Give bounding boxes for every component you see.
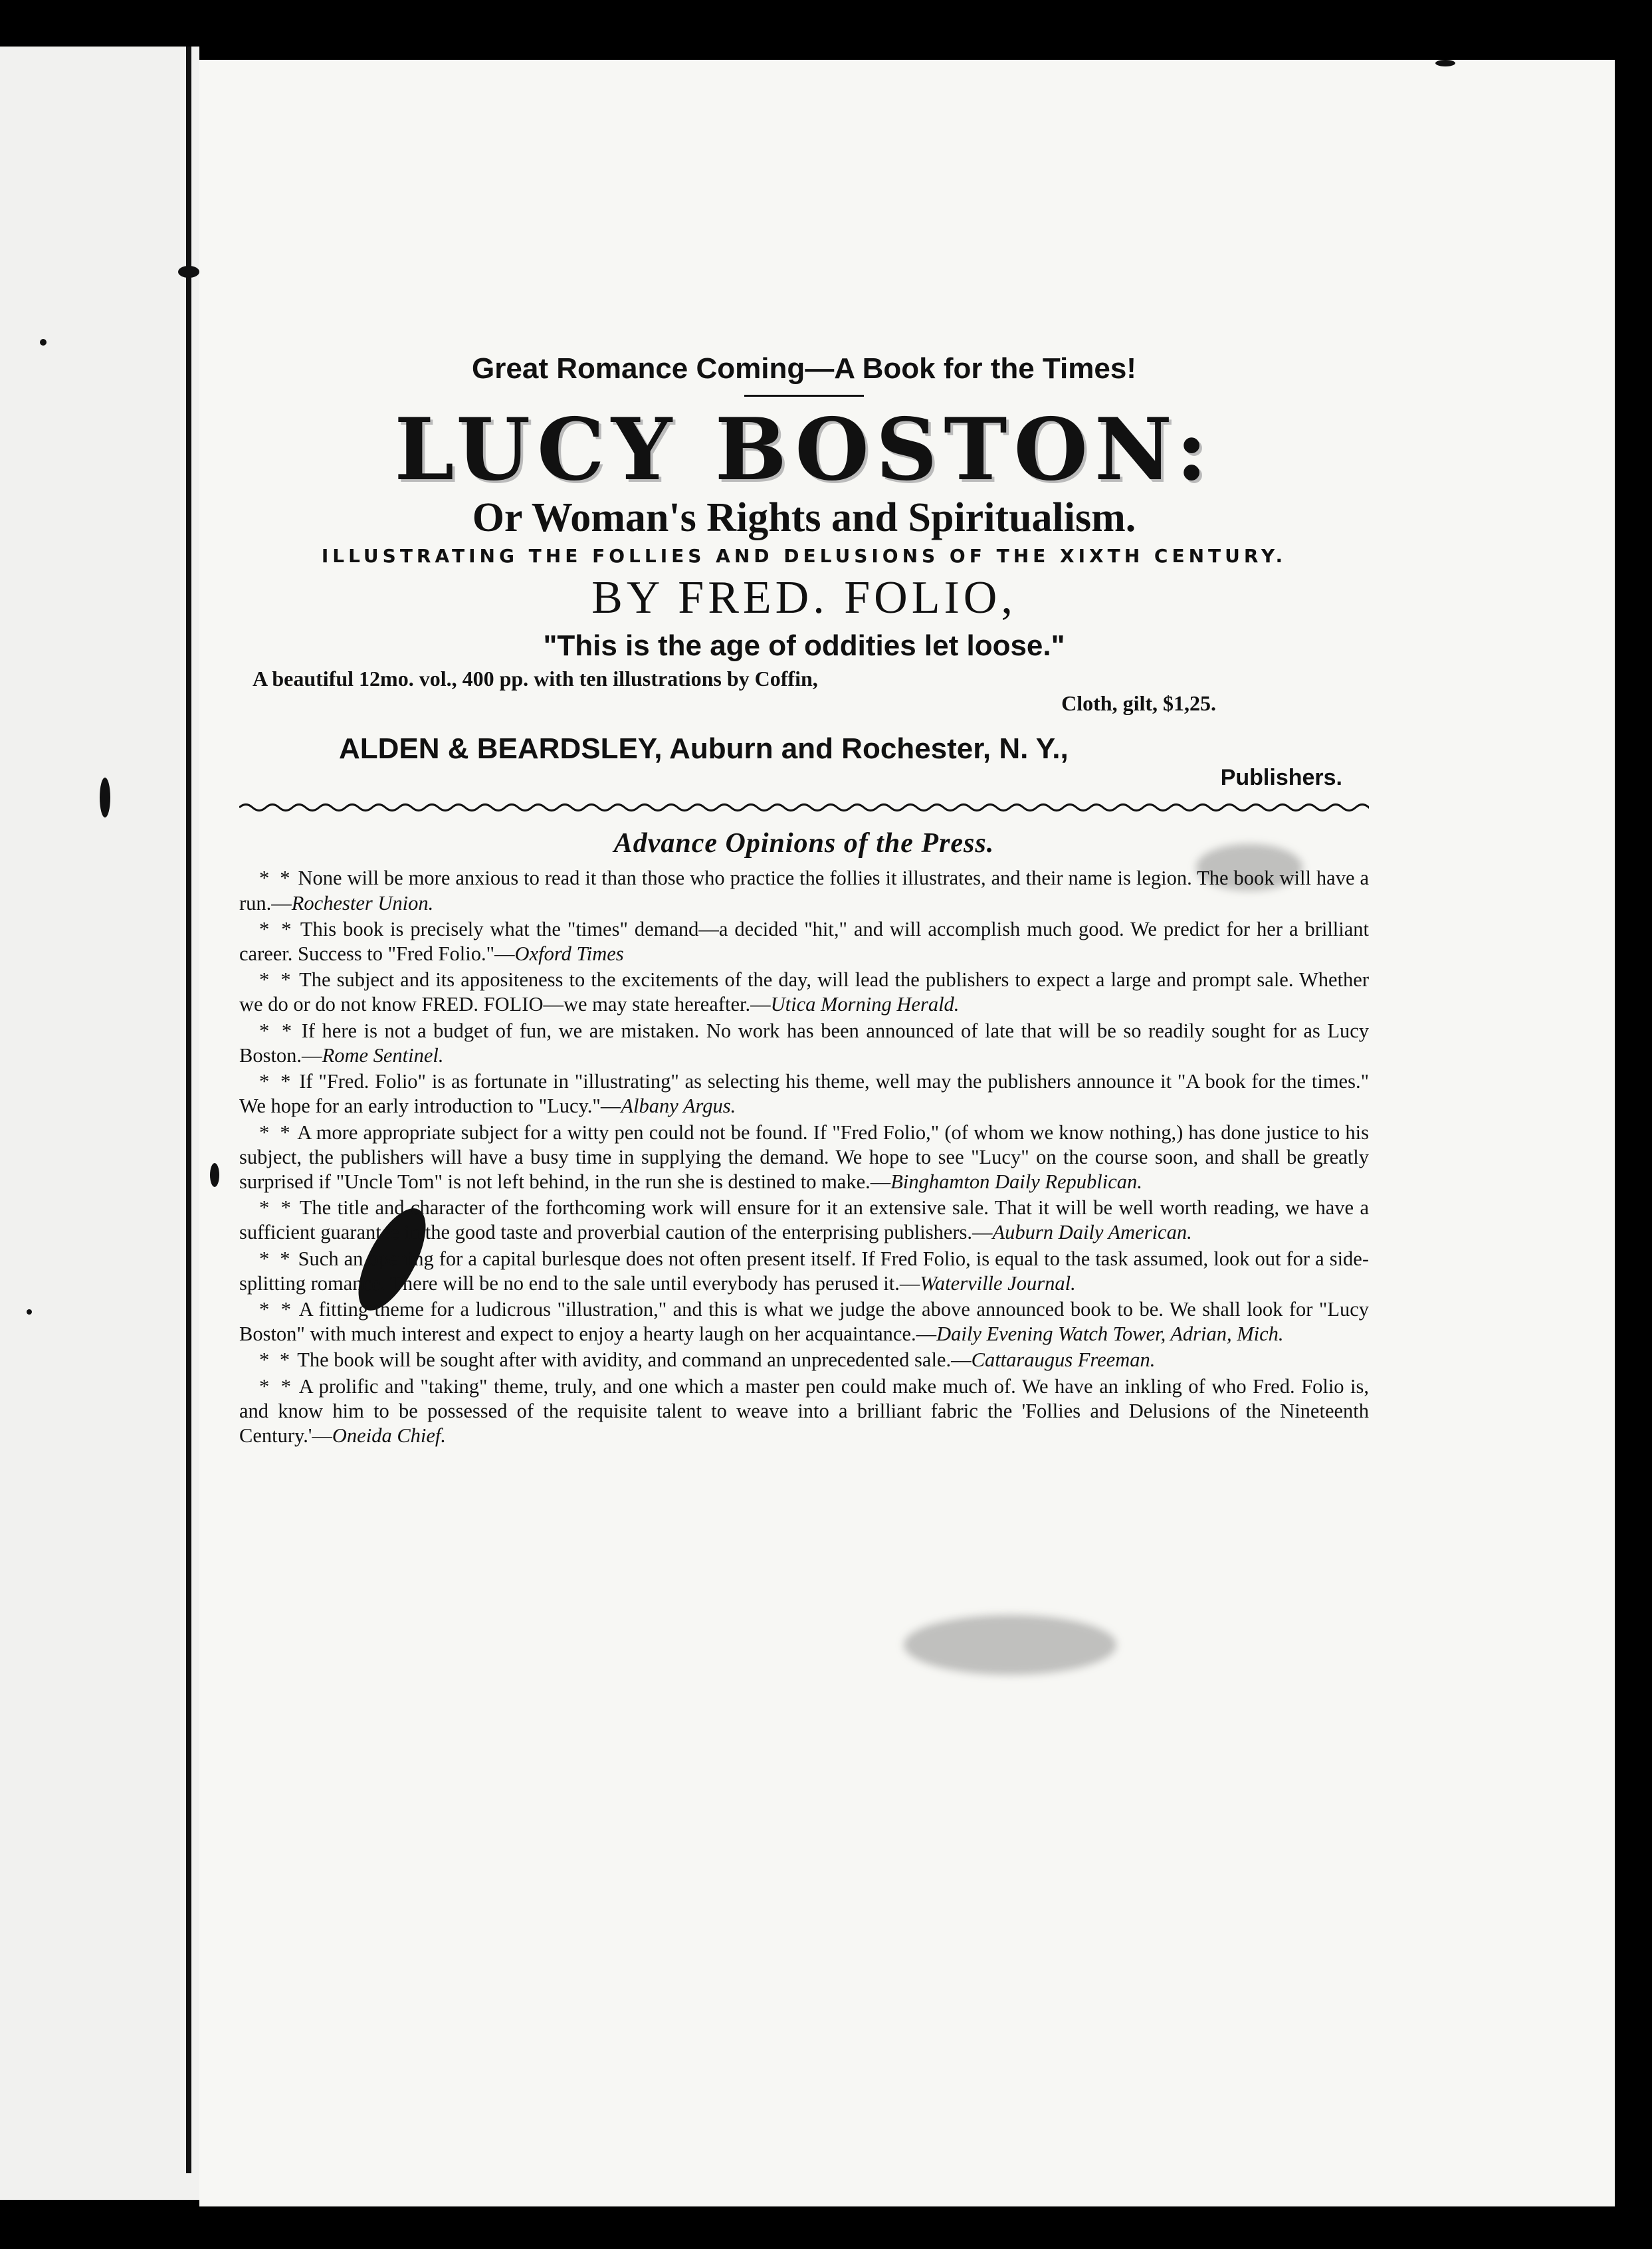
- opinion-text: The book will be sought after with avidity, and command an unprecedented sale.—: [297, 1348, 972, 1372]
- book-title: LUCY BOSTON:: [394, 400, 1214, 500]
- press-opinion: [239, 1374, 1369, 1449]
- opinion-stars: * *: [259, 1196, 294, 1220]
- edition-details: [239, 667, 1369, 716]
- press-opinion: [239, 1297, 1369, 1346]
- opinion-stars: * *: [259, 1348, 293, 1372]
- edition-text: A beautiful 12mo. vol., 400 pp. with ten illustrations by Coffin,: [253, 667, 818, 691]
- smudge: [904, 1615, 1116, 1675]
- price-text: Cloth, gilt, $1,25.: [1061, 691, 1216, 716]
- headline: Great Romance Coming—A Book for the Times!: [472, 352, 1136, 385]
- press-opinion: [239, 1247, 1369, 1296]
- opinion-stars: * *: [259, 917, 294, 940]
- opinion-stars: * *: [259, 867, 293, 890]
- opinion-source: Binghamton Daily Republican.: [890, 1170, 1142, 1193]
- ink-blot: [100, 778, 110, 817]
- opinion-source: Rome Sentinel.: [322, 1043, 444, 1067]
- opinion-stars: * *: [259, 1297, 294, 1321]
- opinion-source: Oxford Times: [514, 942, 624, 966]
- opinion-source: Rochester Union.: [291, 891, 434, 914]
- ink-speck: [27, 1309, 32, 1315]
- opinion-stars: * *: [259, 968, 294, 992]
- opinion-stars: * *: [259, 1121, 293, 1144]
- opinion-text: A fitting theme for a ludicrous "illustration," and this is what we judge the above announced book to be. We shall look for "Lucy Boston" with much interest and expect to enjoy a hearty laugh on her acquaintance.—: [239, 1297, 1370, 1346]
- opinion-source: Waterville Journal.: [920, 1271, 1076, 1295]
- press-opinions-list: [239, 866, 1369, 1448]
- opinion-stars: * *: [259, 1374, 294, 1398]
- opinion-text: None will be more anxious to read it than those who practice the follies it illustrates, and their name is legion. The book will have a run.—: [239, 867, 1370, 914]
- advertisement: [239, 352, 1369, 1449]
- press-opinion: [239, 1121, 1369, 1195]
- opinion-text: The subject and its appositeness to the excitements of the day, will lead the publishers to expect a large and prompt sale. Whether we do or do not know FRED. FOLIO—we may state hereafter.—: [239, 968, 1370, 1016]
- author-line: BY FRED. FOLIO,: [591, 572, 1017, 624]
- opinion-text: If here is not a budget of fun, we are mistaken. No work has been announced of late that will be so readily sought for as Lucy Boston.—: [239, 1019, 1369, 1067]
- headline-divider: [744, 395, 864, 397]
- section-title: Advance Opinions of the Press.: [613, 828, 995, 859]
- opinion-text: A prolific and "taking" theme, truly, and one which a master pen could make much of. We have an inkling of who Fred. Folio is, and know him to be possessed of the requisite talent to weave into a brilliant fabric the 'Follies and Delusions of the Nineteenth Century.'—: [239, 1374, 1369, 1447]
- press-opinion: [239, 1069, 1369, 1119]
- publisher-line: ALDEN & BEARDSLEY, Auburn and Rochester, N. Y.,: [339, 732, 1069, 766]
- press-opinion: [239, 866, 1369, 915]
- opinion-text: The title and character of the forthcoming work will ensure for it an extensive sale. That it will be well worth reading, we have a sufficient guarantee in the good taste and proverbial caution of the enterprising publishers.—: [239, 1196, 1370, 1244]
- ink-blot: [210, 1163, 219, 1187]
- opinion-stars: * *: [259, 1247, 293, 1270]
- opinion-stars: * *: [259, 1019, 295, 1042]
- ink-speck: [1435, 60, 1455, 66]
- opinion-source: Oneida Chief.: [332, 1424, 447, 1447]
- motto-quote: "This is the age of oddities let loose.": [543, 629, 1065, 663]
- opinion-text: A more appropriate subject for a witty pen could not be found. If "Fred Folio," (of whom we know nothing,) has done justice to his subject, the publishers will have a busy time in supplying the demand. We hope to see "Lucy" on the course soon, and shall be greatly surprised if "Uncle Tom" is not left behind, in the run she is destined to make.—: [239, 1121, 1369, 1193]
- press-opinion: [239, 968, 1369, 1017]
- opinion-source: Albany Argus.: [621, 1095, 736, 1118]
- opinion-text: This book is precisely what the "times" demand—a decided "hit," and will accomplish much good. We predict for her a brilliant career. Success to "Fred Folio."—: [239, 917, 1370, 966]
- opinion-text: If "Fred. Folio" is as fortunate in "illustrating" as selecting his theme, well may the publishers announce it "A book for the times." We hope for an early introduction to "Lucy."—: [239, 1070, 1370, 1118]
- ink-speck: [40, 339, 47, 346]
- press-opinion: [239, 1348, 1369, 1372]
- ink-blot: [178, 266, 199, 278]
- adjacent-page-edge: [0, 47, 199, 2200]
- wavy-divider: [239, 800, 1369, 815]
- opinion-source: Cattaraugus Freeman.: [971, 1348, 1156, 1372]
- opinion-source: Utica Morning Herald.: [770, 993, 960, 1016]
- opinion-source: Daily Evening Watch Tower, Adrian, Mich.: [936, 1323, 1284, 1346]
- illustrating-line: ILLUSTRATING THE FOLLIES AND DELUSIONS OF THE XIXTH CENTURY.: [321, 545, 1287, 568]
- publisher-role: Publishers.: [1220, 765, 1342, 791]
- margin-rule: [186, 47, 191, 2173]
- press-opinion: [239, 917, 1369, 966]
- press-opinion: [239, 1019, 1369, 1068]
- press-opinion: [239, 1196, 1369, 1245]
- opinion-stars: * *: [259, 1070, 294, 1093]
- opinion-source: Auburn Daily American.: [992, 1221, 1192, 1244]
- book-subtitle: Or Woman's Rights and Spiritualism.: [472, 495, 1136, 540]
- opinion-text: Such an opening for a capital burlesque does not often present itself. If Fred Folio, is equal to the task assumed, look out for a side-splitting romance. There will be no end to the sale until everybody has perused it.—: [239, 1247, 1369, 1295]
